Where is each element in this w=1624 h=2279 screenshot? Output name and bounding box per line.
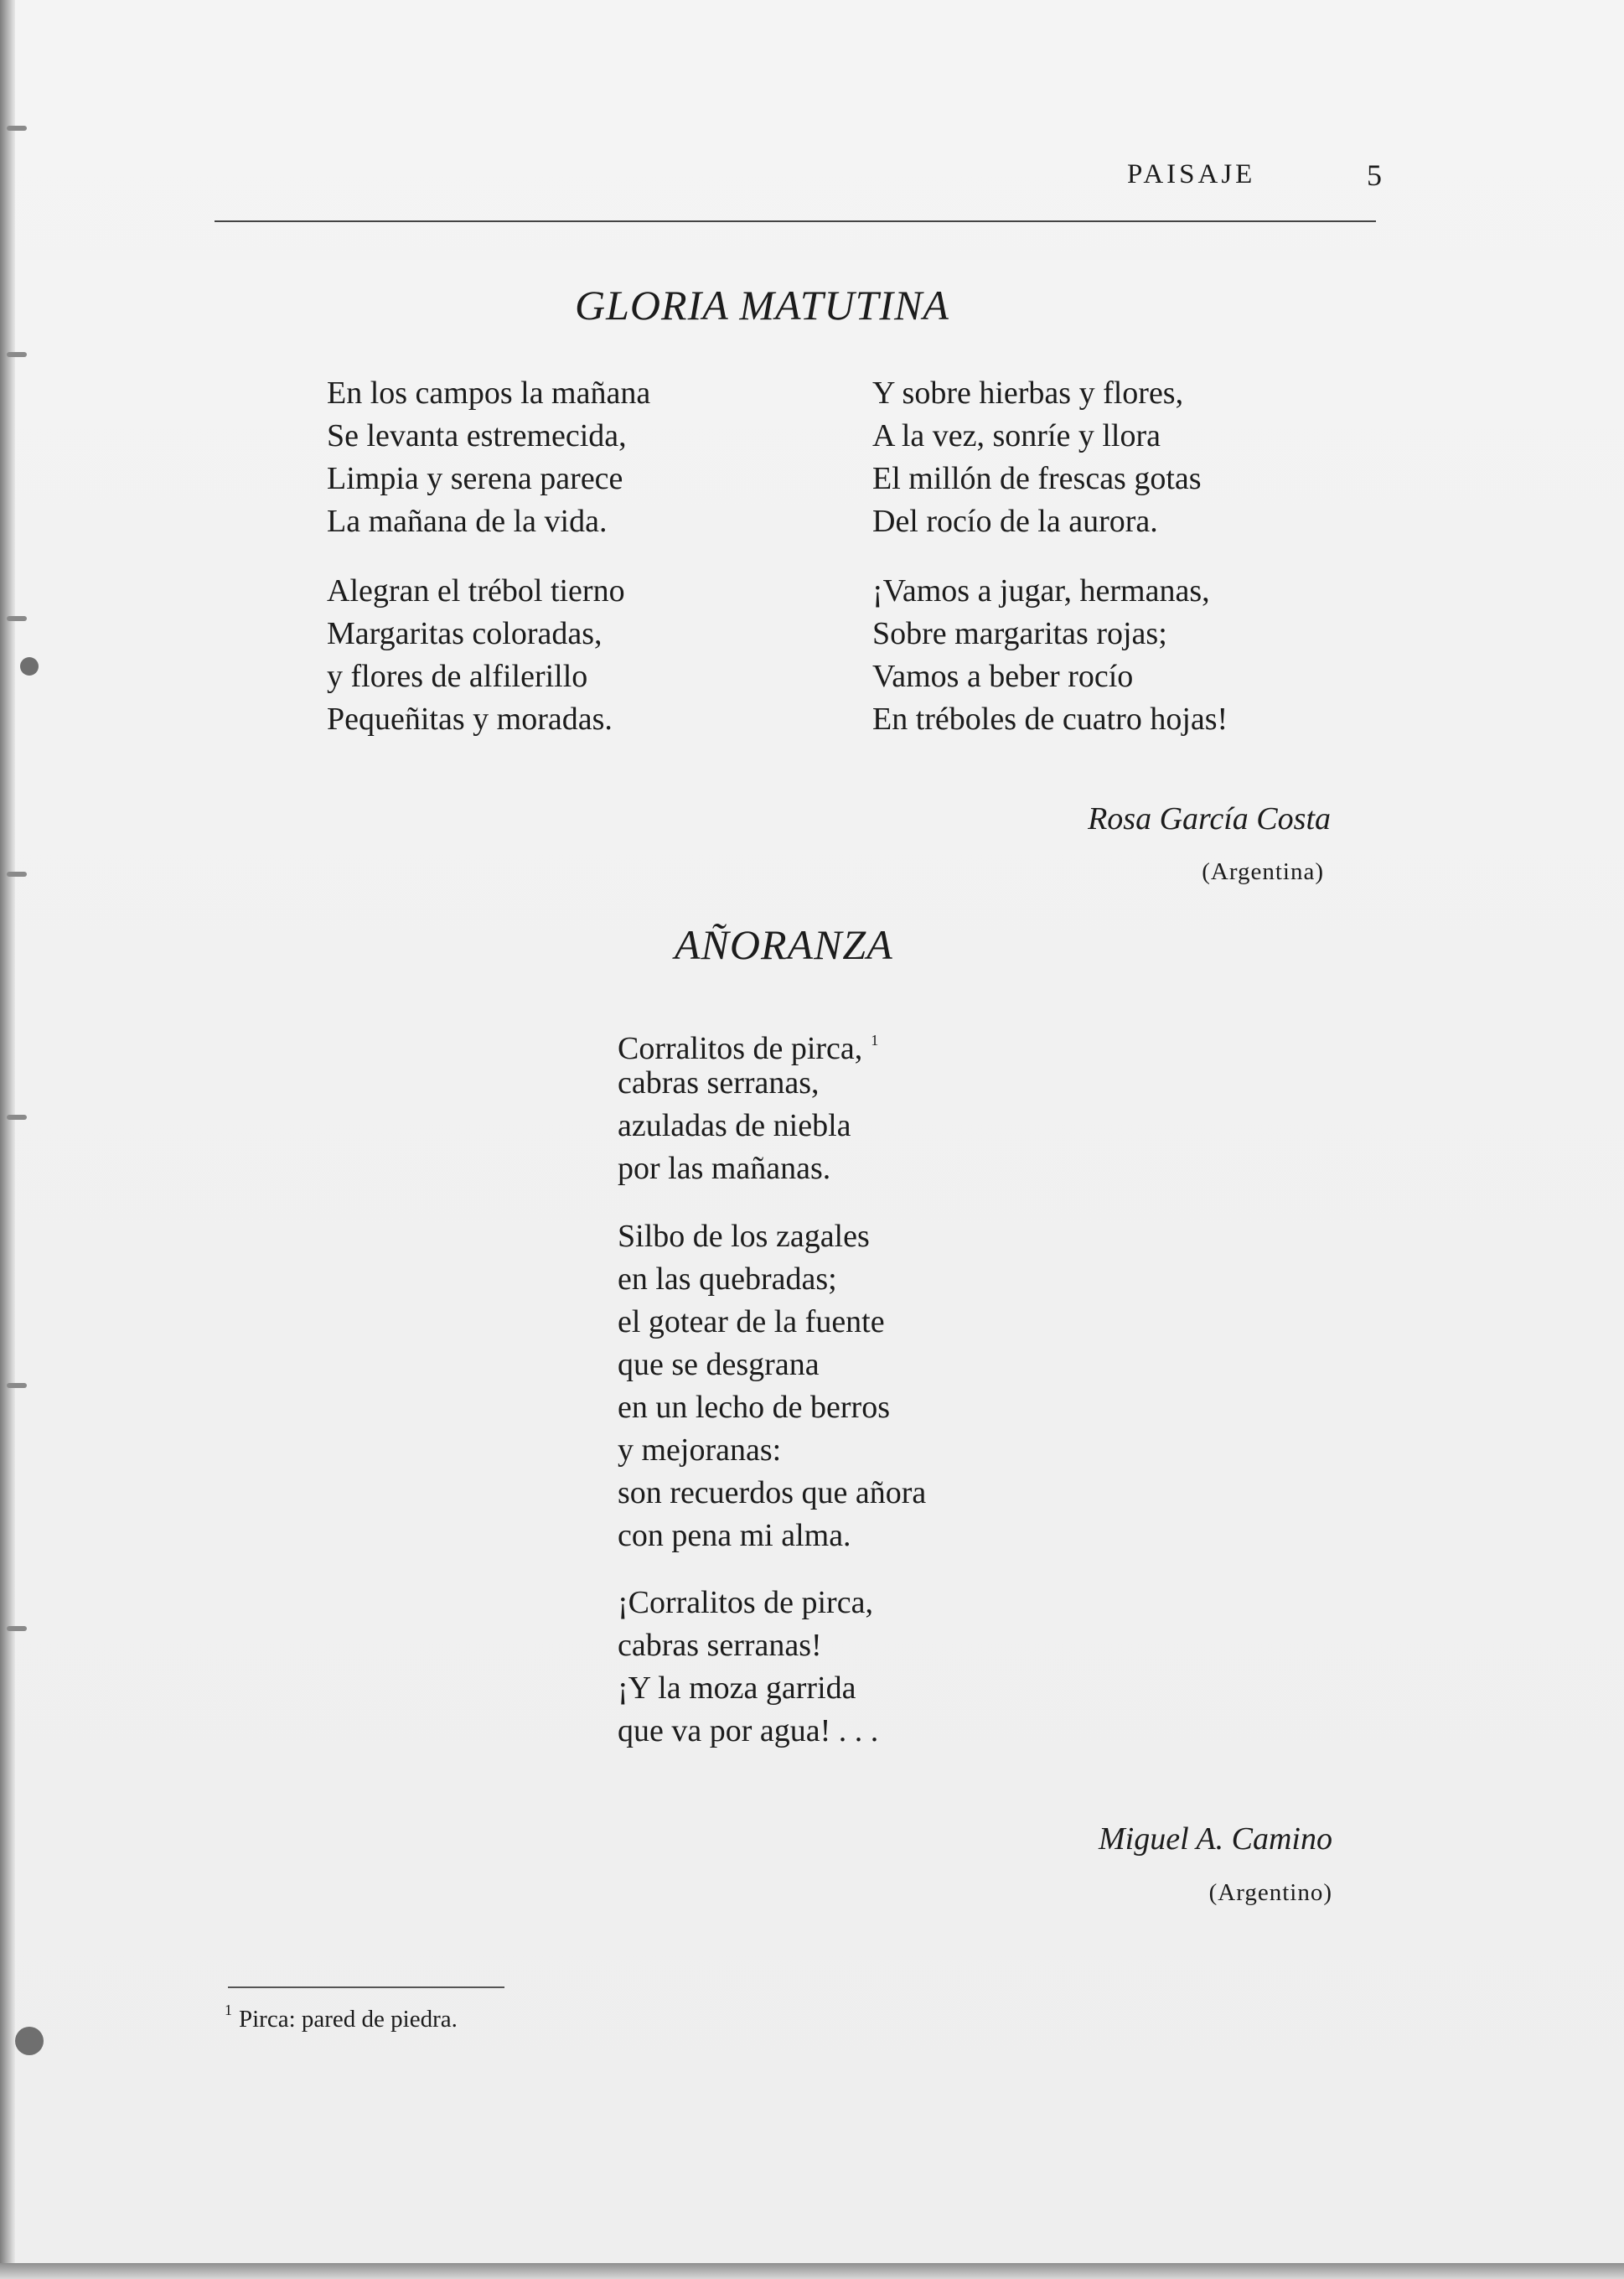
binding-notch bbox=[7, 616, 27, 621]
poem-title-anoranza: AÑORANZA bbox=[675, 921, 893, 968]
verse-line: en un lecho de berros bbox=[618, 1390, 890, 1425]
verse-line: El millón de frescas gotas bbox=[872, 461, 1202, 496]
poem2-stanza-1 bbox=[618, 1019, 878, 1190]
verse-line: y flores de alfilerillo bbox=[327, 659, 588, 694]
verse-line: En los campos la mañana bbox=[327, 376, 651, 411]
poem2-author: Miguel A. Camino bbox=[1098, 1821, 1332, 1857]
verse-line: por las mañanas. bbox=[618, 1151, 831, 1186]
verse-line: cabras serranas, bbox=[618, 1065, 820, 1101]
verse-line: son recuerdos que añora bbox=[618, 1475, 927, 1510]
poem1-stanza-2 bbox=[327, 570, 625, 741]
verse-line: Margaritas coloradas, bbox=[327, 616, 603, 651]
binding-notch bbox=[7, 352, 27, 357]
verse-line: La mañana de la vida. bbox=[327, 504, 608, 539]
verse-line: el gotear de la fuente bbox=[618, 1304, 885, 1339]
verse-line: con pena mi alma. bbox=[618, 1518, 851, 1553]
binding-notch bbox=[7, 1115, 27, 1120]
binding-notch bbox=[7, 1626, 27, 1631]
poem1-author: Rosa García Costa bbox=[1088, 801, 1331, 836]
footnote bbox=[225, 2002, 458, 2033]
verse-text: Corralitos de pirca, bbox=[618, 1031, 863, 1066]
header-rule bbox=[215, 220, 1376, 222]
poem2-stanza-3 bbox=[618, 1582, 878, 1753]
page-binding-edge bbox=[0, 0, 15, 2279]
verse-line: y mejoranas: bbox=[618, 1432, 782, 1468]
poem1-stanza-3 bbox=[872, 372, 1202, 543]
poem2-author-country: (Argentino) bbox=[1208, 1879, 1332, 1906]
footnote-reference: 1 bbox=[871, 1032, 879, 1049]
poem2-stanza-2 bbox=[618, 1215, 926, 1557]
verse-line: que va por agua! . . . bbox=[618, 1713, 879, 1748]
footnote-rule bbox=[228, 1986, 504, 1988]
verse-line: que se desgrana bbox=[618, 1347, 820, 1382]
verse-line: en las quebradas; bbox=[618, 1261, 837, 1297]
verse-line: Vamos a beber rocío bbox=[872, 659, 1134, 694]
verse-line: Limpia y serena parece bbox=[327, 461, 623, 496]
verse-line: ¡Y la moza garrida bbox=[618, 1670, 856, 1706]
verse-line: ¡Corralitos de pirca, bbox=[618, 1585, 873, 1620]
page-bottom-edge bbox=[0, 2263, 1624, 2279]
binder-hole bbox=[20, 657, 39, 676]
page-number: 5 bbox=[1367, 158, 1382, 192]
poem1-author-country: (Argentina) bbox=[1202, 858, 1324, 885]
poem1-stanza-4 bbox=[872, 570, 1228, 741]
footnote-marker: 1 bbox=[225, 2002, 232, 2018]
verse-line: Del rocío de la aurora. bbox=[872, 504, 1158, 539]
running-head: PAISAJE bbox=[1127, 159, 1256, 189]
verse-line: Pequeñitas y moradas. bbox=[327, 702, 613, 737]
binding-notch bbox=[7, 1383, 27, 1388]
poem1-stanza-1 bbox=[327, 372, 650, 543]
footnote-text: Pirca: pared de piedra. bbox=[239, 2006, 458, 2033]
verse-line bbox=[618, 1019, 879, 1066]
verse-line: Sobre margaritas rojas; bbox=[872, 616, 1167, 651]
verse-line: Silbo de los zagales bbox=[618, 1219, 870, 1254]
verse-line: cabras serranas! bbox=[618, 1628, 822, 1663]
verse-line: Y sobre hierbas y flores, bbox=[872, 376, 1184, 411]
binding-notch bbox=[7, 126, 27, 131]
verse-line: A la vez, sonríe y llora bbox=[872, 418, 1161, 453]
verse-line: azuladas de niebla bbox=[618, 1108, 851, 1143]
binding-notch bbox=[7, 872, 27, 877]
binder-hole bbox=[15, 2027, 44, 2055]
verse-line: Alegran el trébol tierno bbox=[327, 573, 625, 609]
verse-line: En tréboles de cuatro hojas! bbox=[872, 702, 1228, 737]
verse-line: ¡Vamos a jugar, hermanas, bbox=[872, 573, 1210, 609]
verse-line: Se levanta estremecida, bbox=[327, 418, 627, 453]
poem-title-gloria-matutina: GLORIA MATUTINA bbox=[575, 282, 949, 329]
